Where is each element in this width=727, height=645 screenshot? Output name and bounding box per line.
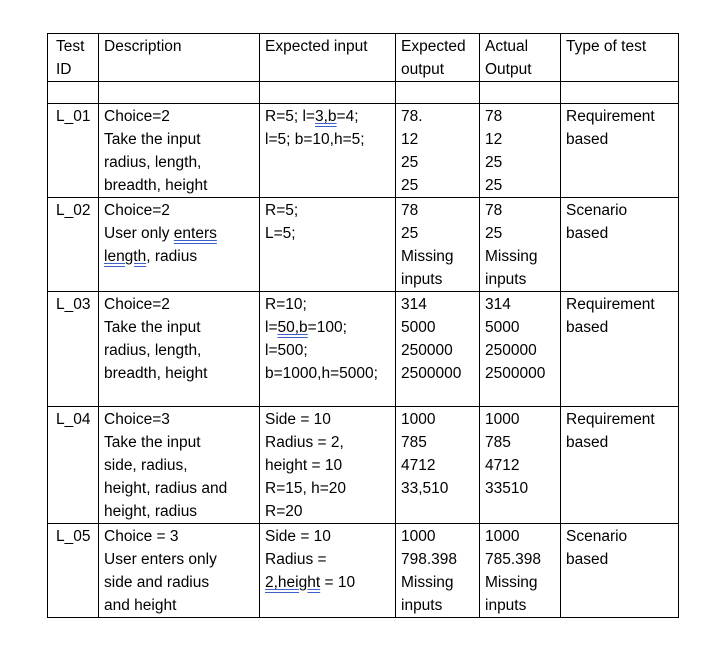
actual-output-cell: 314 5000 250000 2500000 xyxy=(480,292,561,407)
header-type-of-test: Type of test xyxy=(561,34,679,82)
description-cell: Choice=2 Take the input radius, length, breadth, height xyxy=(99,104,260,198)
test-id-cell: L_03 xyxy=(48,292,99,407)
description-cell: Choice=3 Take the input side, radius, height, radius and height, radius xyxy=(99,407,260,524)
type-of-test-cell: Requirement based xyxy=(561,407,679,524)
actual-output-cell: 78 12 25 25 xyxy=(480,104,561,198)
expected-output-cell: 1000 785 4712 33,510 xyxy=(396,407,480,524)
header-row xyxy=(48,34,679,82)
description-cell: Choice=2 User only enters length, radius xyxy=(99,198,260,292)
table-row xyxy=(48,407,679,524)
test-case-table xyxy=(47,33,679,618)
description-cell: Choice = 3 User enters only side and radius and height xyxy=(99,524,260,618)
table-row xyxy=(48,292,679,407)
type-of-test-cell: Scenario based xyxy=(561,524,679,618)
spellcheck-underline: 2,height xyxy=(265,574,321,591)
expected-input-cell: R=5; l=3,b=4; l=5; b=10,h=5; xyxy=(260,104,396,198)
header-expected-input: Expected input xyxy=(260,34,396,82)
header-description: Description xyxy=(99,34,260,82)
spacer-row xyxy=(48,82,679,104)
table-row xyxy=(48,104,679,198)
expected-input-cell: Side = 10 Radius = 2, height = 10 R=15, h=20 R=20 xyxy=(260,407,396,524)
spellcheck-underline: length xyxy=(104,248,147,265)
table-row xyxy=(48,524,679,618)
spellcheck-underline: 50,b xyxy=(277,319,308,336)
spellcheck-underline: enters xyxy=(173,225,217,242)
expected-input-cell: Side = 10 Radius = 2,height = 10 xyxy=(260,524,396,618)
spellcheck-underline: 3,b xyxy=(314,108,337,125)
test-id-cell: L_04 xyxy=(48,407,99,524)
table-row xyxy=(48,198,679,292)
test-id-cell: L_05 xyxy=(48,524,99,618)
expected-output-cell: 1000 798.398 Missing inputs xyxy=(396,524,480,618)
expected-output-cell: 78 25 Missing inputs xyxy=(396,198,480,292)
expected-output-cell: 78. 12 25 25 xyxy=(396,104,480,198)
actual-output-cell: 78 25 Missing inputs xyxy=(480,198,561,292)
type-of-test-cell: Requirement based xyxy=(561,104,679,198)
header-expected-output: Expected output xyxy=(396,34,480,82)
header-actual-output: Actual Output xyxy=(480,34,561,82)
description-cell: Choice=2 Take the input radius, length, breadth, height xyxy=(99,292,260,407)
actual-output-cell: 1000 785 4712 33510 xyxy=(480,407,561,524)
expected-output-cell: 314 5000 250000 2500000 xyxy=(396,292,480,407)
test-id-cell: L_01 xyxy=(48,104,99,198)
test-id-cell: L_02 xyxy=(48,198,99,292)
expected-input-cell: R=10; l=50,b=100; l=500; b=1000,h=5000; xyxy=(260,292,396,407)
type-of-test-cell: Requirement based xyxy=(561,292,679,407)
expected-input-cell: R=5; L=5; xyxy=(260,198,396,292)
header-test-id: Test ID xyxy=(48,34,99,82)
type-of-test-cell: Scenario based xyxy=(561,198,679,292)
actual-output-cell: 1000 785.398 Missing inputs xyxy=(480,524,561,618)
